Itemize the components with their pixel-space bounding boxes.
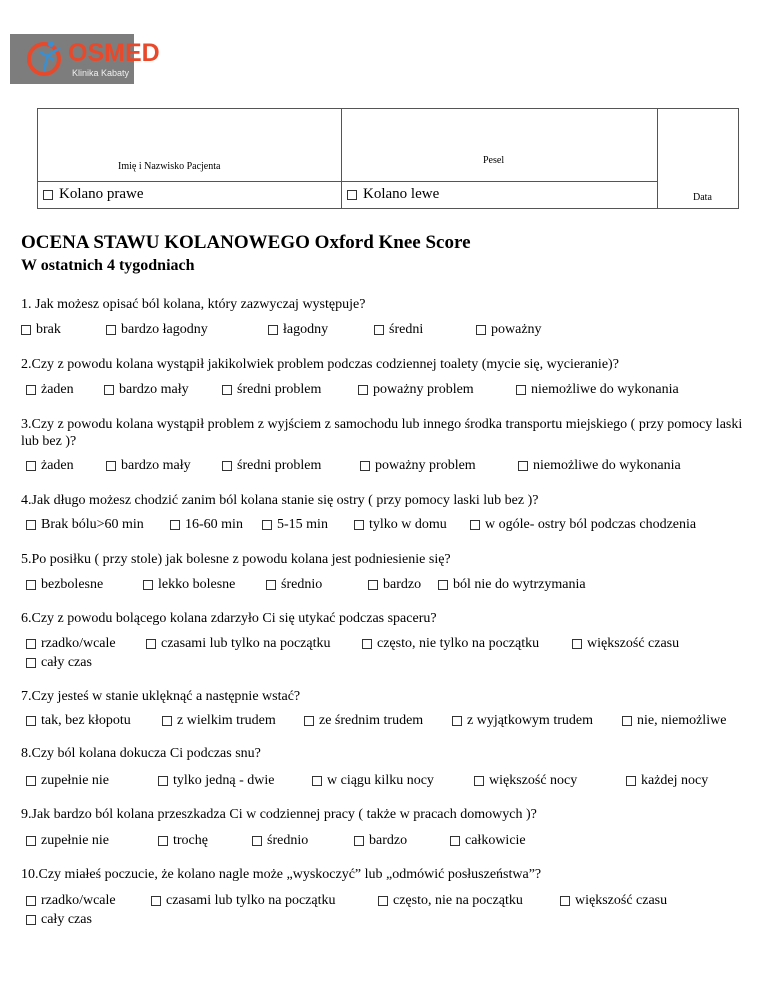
checkbox[interactable] — [158, 836, 168, 846]
question-6-option[interactable]: czasami lub tylko na początku — [146, 636, 331, 652]
checkbox[interactable] — [518, 461, 528, 471]
question-4-option[interactable]: Brak bólu>60 min — [26, 517, 144, 533]
checkbox[interactable] — [266, 580, 276, 590]
checkbox[interactable] — [354, 520, 364, 530]
checkbox[interactable] — [170, 520, 180, 530]
checkbox[interactable] — [158, 776, 168, 786]
date-label: Data — [693, 192, 712, 203]
question-2-text: 2.Czy z powodu kolana wystąpił jakikolwiek problem podczas codziennej toalety (mycie się, wycieranie)? — [21, 357, 619, 372]
checkbox[interactable] — [560, 896, 570, 906]
checkbox[interactable] — [374, 325, 384, 335]
question-4-option[interactable]: 16-60 min — [170, 517, 243, 533]
checkbox[interactable] — [26, 896, 36, 906]
checkbox[interactable] — [572, 639, 582, 649]
checkbox[interactable] — [626, 776, 636, 786]
question-6-option[interactable]: większość czasu — [572, 636, 679, 652]
checkbox[interactable] — [222, 461, 232, 471]
checkbox[interactable] — [452, 716, 462, 726]
checkbox[interactable] — [26, 461, 36, 471]
question-4-option[interactable]: 5-15 min — [262, 517, 328, 533]
checkbox[interactable] — [43, 190, 53, 200]
checkbox[interactable] — [262, 520, 272, 530]
question-8-option[interactable]: każdej nocy — [626, 773, 708, 789]
checkbox[interactable] — [106, 461, 116, 471]
checkbox[interactable] — [151, 896, 161, 906]
checkbox[interactable] — [104, 385, 114, 395]
checkbox[interactable] — [476, 325, 486, 335]
question-1-option[interactable]: średni — [374, 322, 423, 338]
question-5-option[interactable]: lekko bolesne — [143, 577, 235, 593]
checkbox[interactable] — [106, 325, 116, 335]
checkbox[interactable] — [162, 716, 172, 726]
question-1-option[interactable]: brak — [21, 322, 61, 338]
question-5-text: 5.Po posiłku ( przy stole) jak bolesne z powodu kolana jest podniesienie się? — [21, 552, 451, 567]
question-4-option[interactable]: w ogóle- ostry ból podczas chodzenia — [470, 517, 696, 533]
question-1-option[interactable]: bardzo łagodny — [106, 322, 208, 338]
checkbox[interactable] — [26, 639, 36, 649]
question-9-option[interactable]: trochę — [158, 833, 208, 849]
question-4-text: 4.Jak długo możesz chodzić zanim ból kolana stanie się ostry ( przy pomocy laski lub bez )? — [21, 493, 539, 508]
question-7-option[interactable]: nie, niemożliwe — [622, 713, 726, 729]
question-7-option[interactable]: z wielkim trudem — [162, 713, 276, 729]
checkbox[interactable] — [368, 580, 378, 590]
logo-subtitle: Klinika Kabaty — [72, 68, 130, 78]
checkbox[interactable] — [347, 190, 357, 200]
question-2-option[interactable]: żaden — [26, 382, 74, 398]
question-9-text: 9.Jak bardzo ból kolana przeszkadza Ci w codziennej pracy ( także w pracach domowych )? — [21, 807, 537, 822]
question-8-option[interactable]: w ciągu kilku nocy — [312, 773, 434, 789]
question-6-option[interactable]: często, nie tylko na początku — [362, 636, 539, 652]
question-4-option[interactable]: tylko w domu — [354, 517, 447, 533]
checkbox[interactable] — [252, 836, 262, 846]
question-8-text: 8.Czy ból kolana dokucza Ci podczas snu? — [21, 746, 261, 761]
checkbox[interactable] — [358, 385, 368, 395]
checkbox[interactable] — [516, 385, 526, 395]
question-10-option[interactable]: rzadko/wcale — [26, 893, 116, 909]
checkbox[interactable] — [26, 716, 36, 726]
question-3-option[interactable]: niemożliwe do wykonania — [518, 458, 681, 474]
question-1-option[interactable]: poważny — [476, 322, 542, 338]
question-1-text: 1. Jak możesz opisać ból kolana, który zazwyczaj występuje? — [21, 297, 366, 312]
question-9-option[interactable]: średnio — [252, 833, 308, 849]
question-10-option[interactable]: cały czas — [26, 912, 92, 928]
checkbox[interactable] — [26, 836, 36, 846]
patient-header-table — [37, 108, 739, 209]
checkbox[interactable] — [26, 385, 36, 395]
checkbox[interactable] — [438, 580, 448, 590]
checkbox[interactable] — [26, 658, 36, 668]
question-3-option[interactable]: bardzo mały — [106, 458, 191, 474]
question-10-option[interactable]: większość czasu — [560, 893, 667, 909]
checkbox[interactable] — [26, 776, 36, 786]
checkbox[interactable] — [354, 836, 364, 846]
question-6-option[interactable]: rzadko/wcale — [26, 636, 116, 652]
checkbox[interactable] — [378, 896, 388, 906]
checkbox[interactable] — [622, 716, 632, 726]
clinic-logo — [10, 34, 160, 84]
question-9-option[interactable]: całkowicie — [450, 833, 526, 849]
checkbox[interactable] — [470, 520, 480, 530]
question-6-text: 6.Czy z powodu bolącego kolana zdarzyło Ci się utykać podczas spaceru? — [21, 611, 437, 626]
checkbox[interactable] — [312, 776, 322, 786]
question-2-option[interactable]: średni problem — [222, 382, 321, 398]
question-5-option[interactable]: średnio — [266, 577, 322, 593]
checkbox[interactable] — [222, 385, 232, 395]
question-8-option[interactable]: tylko jedną - dwie — [158, 773, 274, 789]
question-3-text: 3.Czy z powodu kolana wystąpił problem z wyjściem z samochodu lub innego środka transportu miejskiego ( przy pomocy laski lub bez )? — [21, 417, 743, 449]
question-7-option[interactable]: ze średnim trudem — [304, 713, 423, 729]
question-7-option[interactable]: z wyjątkowym trudem — [452, 713, 593, 729]
checkbox[interactable] — [146, 639, 156, 649]
question-5-option[interactable]: ból nie do wytrzymania — [438, 577, 586, 593]
knee-right-option[interactable]: Kolano prawe — [43, 186, 144, 203]
question-10-option[interactable]: często, nie na początku — [378, 893, 523, 909]
checkbox[interactable] — [143, 580, 153, 590]
logo-brand: OSMED — [68, 39, 160, 67]
question-2-option[interactable]: poważny problem — [358, 382, 474, 398]
question-10-text: 10.Czy miałeś poczucie, że kolano nagle może „wyskoczyć” lub „odmówić posłuszeństwa”? — [21, 867, 542, 882]
question-3-option[interactable]: średni problem — [222, 458, 321, 474]
checkbox[interactable] — [26, 580, 36, 590]
question-3-option[interactable]: poważny problem — [360, 458, 476, 474]
question-9-option[interactable]: zupełnie nie — [26, 833, 109, 849]
question-2-option[interactable]: niemożliwe do wykonania — [516, 382, 679, 398]
question-2-option[interactable]: bardzo mały — [104, 382, 189, 398]
checkbox[interactable] — [450, 836, 460, 846]
question-8-option[interactable]: większość nocy — [474, 773, 577, 789]
question-5-option[interactable]: bezbolesne — [26, 577, 103, 593]
checkbox[interactable] — [268, 325, 278, 335]
question-8-option[interactable]: zupełnie nie — [26, 773, 109, 789]
checkbox[interactable] — [26, 520, 36, 530]
checkbox[interactable] — [26, 915, 36, 925]
page-title: OCENA STAWU KOLANOWEGO Oxford Knee Score — [21, 232, 471, 253]
knee-left-option[interactable]: Kolano lewe — [347, 186, 439, 203]
page-subtitle: W ostatnich 4 tygodniach — [21, 257, 195, 274]
checkbox[interactable] — [304, 716, 314, 726]
question-5-option[interactable]: bardzo — [368, 577, 421, 593]
pesel-label: Pesel — [483, 155, 505, 166]
checkbox[interactable] — [21, 325, 31, 335]
checkbox[interactable] — [362, 639, 372, 649]
question-3-option[interactable]: żaden — [26, 458, 74, 474]
checkbox[interactable] — [360, 461, 370, 471]
question-10-option[interactable]: czasami lub tylko na początku — [151, 893, 336, 909]
question-9-option[interactable]: bardzo — [354, 833, 407, 849]
question-7-option[interactable]: tak, bez kłopotu — [26, 713, 131, 729]
checkbox[interactable] — [474, 776, 484, 786]
question-6-option[interactable]: cały czas — [26, 655, 92, 671]
question-7-text: 7.Czy jesteś w stanie uklęknąć a następnie wstać? — [21, 689, 301, 704]
question-1-option[interactable]: łagodny — [268, 322, 328, 338]
patient-name-label: Imię i Nazwisko Pacjenta — [118, 161, 221, 172]
